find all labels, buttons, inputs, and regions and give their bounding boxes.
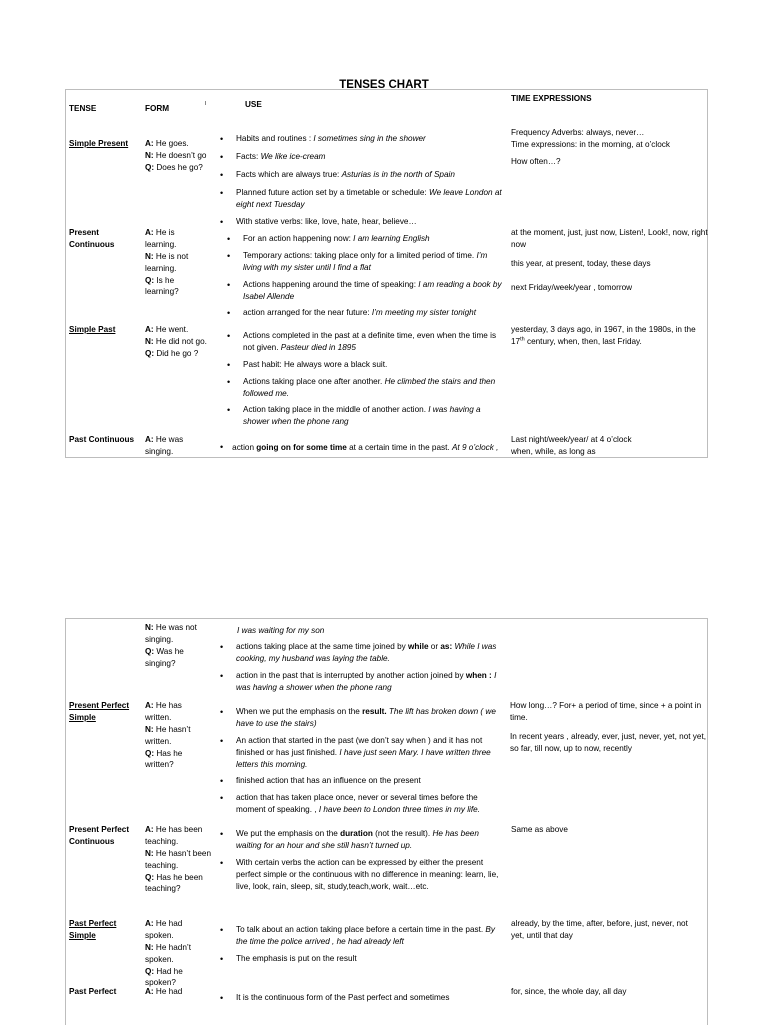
use-item: • action in the past that is interrupted by another action joined by when : I was having a shower when the phone rang bbox=[220, 670, 497, 692]
header-tense: TENSE bbox=[69, 104, 97, 113]
form-past-perfect-continuous: A: He had bbox=[145, 987, 183, 996]
time-past-perfect-simple: already, by the time, after, before, just, never, not yet, until that day bbox=[511, 919, 688, 940]
use-item: • Facts: We like ice-cream bbox=[220, 151, 326, 162]
header-form: FORM bbox=[145, 104, 170, 113]
use-item: • We put the emphasis on the duration (not the result). He has been waiting for an hour and she still hasn’t turned up. bbox=[220, 829, 479, 850]
use-item: • Action taking place in the middle of another action. I was having a shower when the phone rang bbox=[227, 405, 481, 427]
use-past-continuous-items bbox=[220, 641, 504, 694]
use-item: • Habits and routines : I sometimes sing in the shower bbox=[220, 134, 426, 144]
tense-simple-past: Simple Past bbox=[69, 325, 116, 334]
form-past-continuous-cont: N: He was not singing. Q: Was he singing? bbox=[145, 623, 197, 668]
tense-simple-present: Simple Present bbox=[69, 139, 129, 148]
use-past-continuous-cont: I was waiting for my son bbox=[237, 626, 325, 635]
use-simple-present bbox=[220, 133, 508, 228]
use-item: • To talk about an action taking place before a certain time in the past. By the time the police arrived , he had already left bbox=[220, 925, 495, 946]
use-item: • The emphasis is put on the result bbox=[220, 953, 357, 964]
tense-present-perfect-simple: Present Perfect Simple bbox=[69, 701, 130, 722]
header-time-expressions: TIME EXPRESSIONS bbox=[511, 94, 592, 103]
use-item: • action arranged for the near future: I’m meeting my sister tonight bbox=[227, 308, 477, 319]
page-title: TENSES CHART bbox=[339, 79, 429, 91]
time-past-continuous: Last night/week/year/ at 4 o’clock when, while, as long as bbox=[511, 435, 632, 456]
use-item: • Actions completed in the past at a definite time, even when the time is not given. Pasteur died in 1895 bbox=[227, 331, 497, 352]
use-item: • Past habit: He always wore a black suit. bbox=[227, 359, 388, 370]
use-item: • When we put the emphasis on the result. The lift has broken down ( we have to use the stairs) bbox=[220, 707, 496, 728]
form-simple-present bbox=[145, 138, 207, 174]
use-item: • It is the continuous form of the Past perfect and sometimes bbox=[220, 993, 450, 1003]
use-past-perfect-simple bbox=[220, 924, 504, 965]
form-affirmative: A: He goes. bbox=[145, 139, 189, 148]
time-present-perfect-simple: How long…? For+ a period of time, since + a point in time. In recent years , already, ever, just, never, yet, not yet, so far, till now, up to now, recently bbox=[510, 701, 706, 753]
use-simple-past bbox=[227, 330, 505, 428]
form-present-perfect-continuous: A: He has been teaching. N: He hasn’t been teaching. Q: Has he been teaching? bbox=[145, 825, 211, 894]
tense-past-perfect-continuous: Past Perfect bbox=[69, 987, 117, 996]
time-present-perfect-continuous: Same as above bbox=[511, 825, 568, 834]
use-item: • For an action happening now: I am learning English bbox=[227, 234, 430, 244]
form-simple-past: A: He went. N: He did not go. Q: Did he go ? bbox=[145, 325, 207, 358]
tense-present-continuous: Present Continuous bbox=[69, 228, 115, 249]
tense-present-perfect-continuous: Present Perfect Continuous bbox=[69, 825, 130, 846]
use-item: • finished action that has an influence on the present bbox=[220, 776, 421, 787]
form-question: Q: Does he go? bbox=[145, 162, 203, 172]
form-negative: N: He doesn’t go bbox=[145, 150, 207, 160]
use-past-perfect-continuous bbox=[220, 992, 504, 1004]
use-item: • Planned future action set by a timetable or schedule: We leave London at eight next Tuesday bbox=[220, 187, 502, 209]
use-item: • Actions happening around the time of speaking: I am reading a book by Isabel Allende bbox=[227, 279, 502, 301]
use-present-perfect-simple bbox=[220, 706, 504, 816]
time-present-continuous: at the moment, just, just now, Listen!, Look!, now, right now this year, at present, today, these days next Friday/week/year , tomorrow bbox=[511, 228, 708, 292]
use-item: • actions taking place at the same time joined by while or as: While I was cooking, my husband was laying the table. bbox=[220, 642, 497, 663]
use-item: • With certain verbs the action can be expressed by either the present perfect simple or the continuous with no difference in meaning: learn, lie, live, look, rain, sleep, sit, study,teach,work, wait…etc. bbox=[220, 857, 499, 891]
use-item: • Actions taking place one after another. He climbed the stairs and then followed me. bbox=[227, 376, 496, 398]
time-simple-present: Frequency Adverbs: always, never… Time expressions: in the morning, at o’clock How often…? bbox=[511, 128, 670, 166]
use-item: • With stative verbs: like, love, hate, hear, believe… bbox=[220, 217, 417, 228]
header-use: USE bbox=[245, 100, 262, 109]
form-past-perfect-simple: A: He had spoken. N: He hadn’t spoken. Q: Had he spoken? bbox=[145, 919, 191, 988]
use-item: • Temporary actions: taking place only for a limited period of time. I’m living with my sister until I find a flat bbox=[227, 250, 488, 272]
form-past-continuous: A: He was singing. bbox=[145, 435, 184, 456]
column-divider-mark bbox=[205, 101, 206, 105]
use-present-perfect-continuous bbox=[220, 828, 504, 892]
use-item: • action that has taken place once, never or several times before the moment of speaking. , I have been to London three times in my life. bbox=[220, 793, 480, 815]
time-simple-past: yesterday, 3 days ago, in 1967, in the 1980s, in the 17th century, when, then, last Friday. bbox=[511, 325, 696, 346]
form-present-perfect-simple: A: He has written. N: He hasn’t written. Q: Has he written? bbox=[145, 701, 191, 770]
tense-past-perfect-simple: Past Perfect Simple bbox=[69, 919, 117, 940]
tense-past-continuous: Past Continuous bbox=[69, 435, 135, 444]
use-present-continuous bbox=[227, 233, 505, 319]
use-item: • Facts which are always true: Asturias is in the north of Spain bbox=[220, 169, 455, 180]
form-present-continuous: A: He is learning. N: He is not learning. Q: Is he learning? bbox=[145, 228, 189, 297]
time-past-perfect-continuous: for, since, the whole day, all day bbox=[511, 987, 627, 996]
use-past-continuous: • action going on for some time at a certain time in the past. At 9 o’clock , bbox=[220, 442, 499, 452]
use-item: • An action that started in the past (we don’t say when ) and it has not finished or has just finished. I have just seen Mary. I have written three letters this morning. bbox=[220, 735, 491, 769]
